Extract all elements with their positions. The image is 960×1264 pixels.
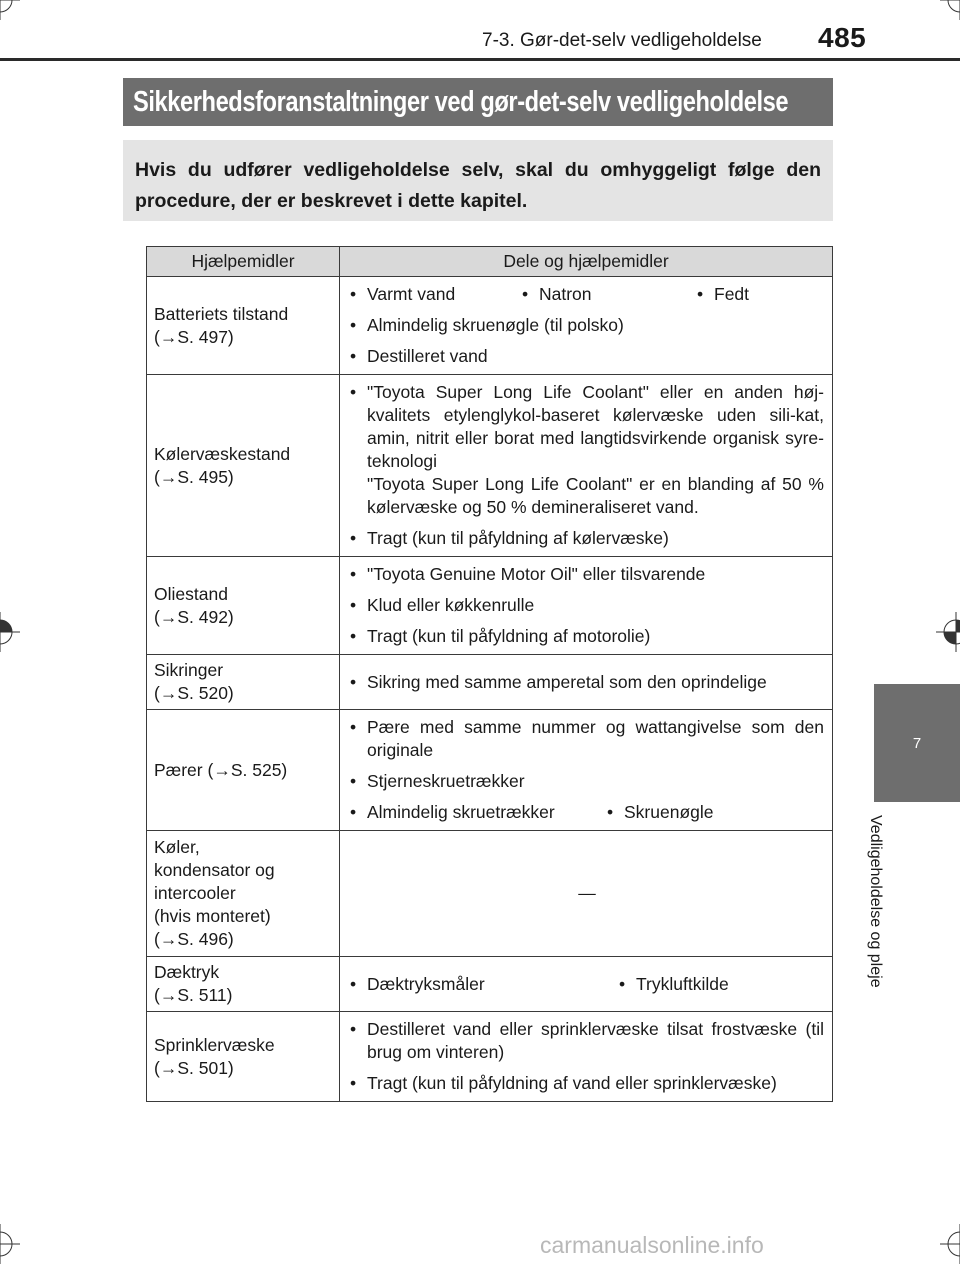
item-cell — [147, 831, 340, 957]
chapter-tab-number: 7 — [912, 734, 922, 752]
page-reference: (→S. 496) — [154, 929, 234, 949]
list-item — [350, 381, 824, 519]
watermark: carmanualsonline.info — [540, 1232, 764, 1258]
list-item-note: "Toyota Super Long Life Coolant" er en blanding af 50 % kølervæske og 50 % demineraliseret vand. — [367, 474, 824, 517]
list-item: • Sikring med samme amperetal som den oprindelige — [350, 671, 824, 694]
item-cell — [147, 1012, 340, 1102]
list-item: • Dæktryksmåler — [350, 973, 619, 996]
parts-cell — [340, 557, 833, 655]
list-item: • Stjerneskruetrækker — [350, 770, 824, 793]
list-item: • Almindelig skruenøgle (til polsko) — [350, 314, 824, 337]
inline-bullet-list — [350, 283, 824, 306]
list-item: • Destilleret vand eller sprinklervæske tilsat frostvæske (til brug om vinteren) — [350, 1018, 824, 1064]
chapter-side-label: Vedligeholdelse og pleje — [867, 815, 884, 988]
list-item: • Tragt (kun til påfyldning af kølervæske) — [350, 527, 824, 550]
page-reference: (→S. 492) — [154, 606, 234, 627]
empty-dash: — — [578, 883, 596, 903]
page-reference: (→S. 525) — [207, 759, 288, 780]
column-header: Dele og hjælpemidler — [340, 247, 833, 277]
parts-cell — [340, 831, 833, 957]
list-item: • Varmt vand — [350, 283, 522, 306]
list-item: • Klud eller køkkenrulle — [350, 594, 824, 617]
list-item: • Trykluftkilde — [619, 973, 729, 996]
page-reference: (→S. 520) — [154, 683, 234, 703]
table-row — [147, 557, 833, 655]
registration-mark-icon — [0, 612, 20, 652]
section-title: Sikkerhedsforanstaltninger ved gør-det-selv vedligeholdelse — [133, 85, 789, 118]
item-label: Sprinklervæske — [154, 1034, 275, 1055]
parts-cell — [340, 277, 833, 375]
item-cell — [147, 277, 340, 375]
page-reference: (→S. 501) — [154, 1057, 234, 1078]
item-cell — [147, 957, 340, 1012]
item-cell — [147, 375, 340, 557]
item-cell — [147, 710, 340, 831]
bullet-list — [350, 381, 824, 550]
item-label-line: intercooler — [154, 883, 236, 903]
item-label: Pærer — [154, 759, 203, 780]
chapter-title: 7-3. Gør-det-selv vedligeholdelse — [482, 30, 762, 51]
header-divider — [0, 58, 960, 61]
list-item: • Tragt (kun til påfyldning af vand eller sprinklervæske) — [350, 1072, 824, 1095]
chapter-tab — [874, 684, 960, 802]
bullet-list — [350, 1018, 824, 1095]
parts-cell — [340, 375, 833, 557]
list-item-text: "Toyota Super Long Life Coolant" eller en anden høj-kvalitets etylenglykol-baseret kølervæske uden sili-kat, amin, nitrit eller borat med langtidsvirkende organisk syre-teknologi — [367, 382, 824, 471]
table-row — [147, 277, 833, 375]
table-row — [147, 710, 833, 831]
bullet-list — [350, 716, 824, 793]
page-reference: (→S. 497) — [154, 326, 234, 347]
item-cell — [147, 557, 340, 655]
list-item: • Natron — [522, 283, 697, 306]
item-label: Dæktryk — [154, 962, 220, 982]
registration-mark-icon — [936, 612, 960, 652]
table-row — [147, 375, 833, 557]
list-item: • Pære med samme nummer og wattangivelse som den originale — [350, 716, 824, 762]
item-label: Sikringer — [154, 660, 224, 680]
tools-table — [146, 246, 833, 1102]
item-label: Kølervæskestand — [154, 443, 291, 464]
section-title-banner — [123, 78, 833, 126]
page-reference: (→S. 495) — [154, 466, 234, 487]
crop-mark-icon — [0, 1224, 20, 1264]
list-item: • Tragt (kun til påfyldning af motorolie) — [350, 625, 824, 648]
crop-mark-icon — [0, 0, 20, 20]
item-label: Batteriets tilstand — [154, 303, 289, 324]
parts-cell — [340, 1012, 833, 1102]
bullet-list — [350, 314, 824, 368]
page-number: 485 — [818, 22, 867, 53]
parts-cell — [340, 655, 833, 710]
inline-bullet-list — [350, 801, 824, 824]
crop-mark-icon — [940, 0, 960, 20]
bullet-list — [350, 563, 824, 648]
column-header: Hjælpemidler — [147, 247, 340, 277]
table-row — [147, 655, 833, 710]
table-row — [147, 957, 833, 1012]
list-item: • Almindelig skruetrækker — [350, 801, 607, 824]
crop-mark-icon — [940, 1224, 960, 1264]
list-item: • "Toyota Genuine Motor Oil" eller tilsvarende — [350, 563, 824, 586]
item-label: Oliestand — [154, 583, 228, 604]
item-label-line: Køler, — [154, 837, 200, 857]
table-row — [147, 831, 833, 957]
bullet-list — [350, 671, 824, 694]
table-row — [147, 1012, 833, 1102]
inline-bullet-list — [350, 973, 824, 996]
intro-box — [123, 140, 833, 221]
item-label-line: (hvis monteret) — [154, 906, 271, 926]
item-label-line: kondensator og — [154, 860, 275, 880]
list-item: • Fedt — [697, 283, 749, 306]
intro-text: Hvis du udfører vedligeholdelse selv, skal du omhyggeligt følge den procedure, der er beskrevet i dette kapitel. — [135, 159, 821, 212]
list-item: • Destilleret vand — [350, 345, 824, 368]
parts-cell — [340, 957, 833, 1012]
page-reference: (→S. 511) — [154, 985, 233, 1005]
table-header-row — [147, 247, 833, 277]
list-item: • Skruenøgle — [607, 801, 714, 824]
item-cell — [147, 655, 340, 710]
parts-cell — [340, 710, 833, 831]
